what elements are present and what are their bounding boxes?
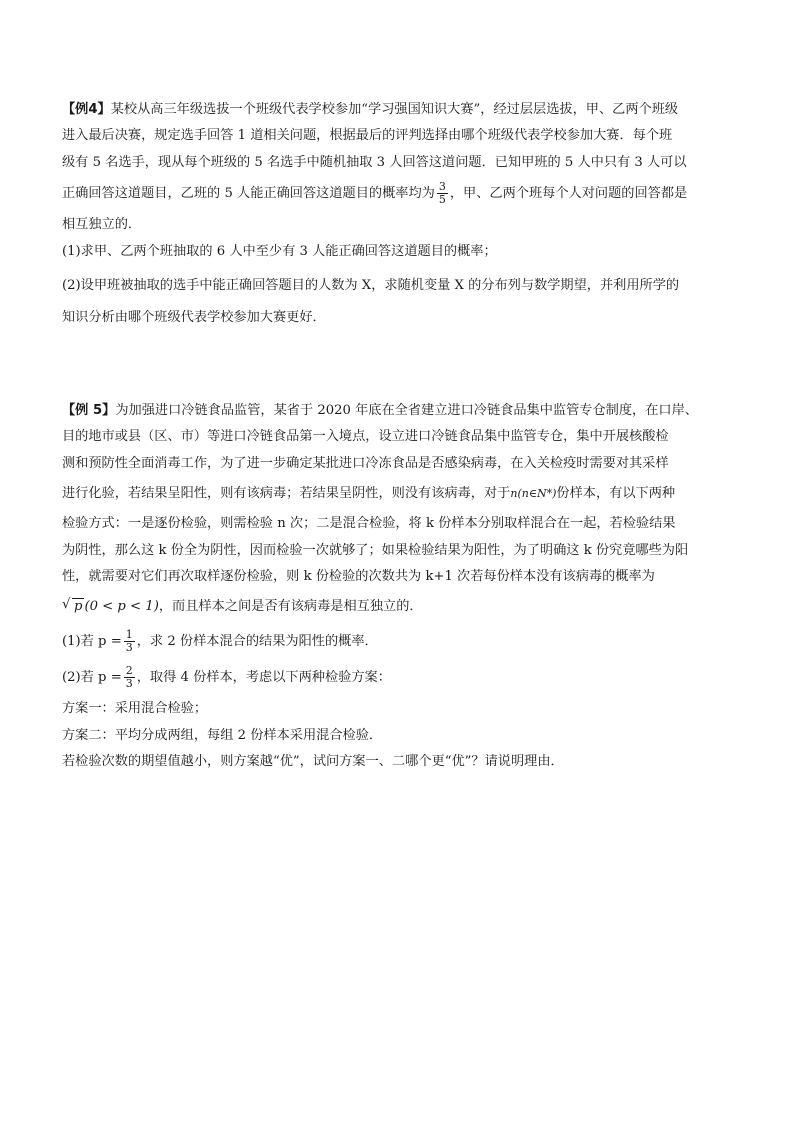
ex5-plan-1: 方案一：采用混合检验； — [62, 701, 208, 717]
ex4-question-1: (1)求甲、乙两个班抽取的 6 人中至少有 3 人能正确回答这道题目的概率； — [62, 243, 497, 259]
ex4-line-2: 进入最后决赛，规定选手回答 1 道相关问题，根据最后的评判选择由哪个班级代表学校参加大赛．每个班 — [62, 128, 673, 144]
ex5-question-1: (1)若 p = $\frac{1}{3}$ ，求 2 份样本混合的结果为阳性的概率． — [62, 628, 378, 655]
example-5 — [62, 398, 724, 776]
ex5-line-4: 进行化验，若结果呈阳性，则有该病毒；若结果呈阴性，则没有该病毒，对于n(n∈N*)份样本，有以下两种 — [62, 486, 676, 502]
ex4-tag: 【例4】 — [62, 102, 111, 117]
example-4 — [62, 97, 724, 332]
ex4-question-2b: 知识分析由哪个班级代表学校参加大赛更好． — [62, 310, 326, 326]
ex5-line-1: 【例 5】为加强进口冷链食品监管，某省于 2020 年底在全省建立进口冷链食品集中监管专仓制度，在口岸、 — [62, 403, 698, 418]
ex4-line-1: 【例4】某校从高三年级选拔一个班级代表学校参加“学习强国知识大赛”，经过层层选拔，甲、乙两个班级 — [62, 102, 679, 117]
p-two-thirds-fraction: $\frac{2}{3}$ — [125, 664, 133, 691]
sqrt-p: √ p — [62, 597, 83, 615]
ex5-line-8: √ p (0 < p < 1)，而且样本之间是否有该病毒是相互独立的． — [62, 590, 724, 624]
ex4-fraction: $\frac{3}{5}$ — [438, 180, 446, 207]
ex5-line-7: 性，就需要对它们再次取样逐份检验，则 k 份检验的次数共为 k+1 次若每份样本没有该病毒的概率为 — [62, 568, 655, 584]
ex5-question-2: (2)若 p = $\frac{2}{3}$ ，取得 4 份样本，考虑以下两种检验方案： — [62, 664, 391, 691]
ex5-n-in-naturals: n(n∈N*) — [510, 487, 557, 501]
ex5-line-6: 为阴性，那么这 k 份全为阴性，因而检验一次就够了；如果检验结果为阳性，为了明确这 k 份究竟哪些为阳 — [62, 542, 689, 558]
ex4-line-4: 正确回答这道题目，乙班的 5 人能正确回答这道题目的概率均为 $\frac{3}{5}$ ，甲、乙两个班每个人对问题的回答都是 — [62, 180, 688, 207]
p-one-third-fraction: $\frac{1}{3}$ — [125, 628, 133, 655]
ex5-plan-2: 方案二：平均分成两组，每组 2 份样本采用混合检验． — [62, 727, 383, 743]
ex4-line-3: 级有 5 名选手，现从每个班级的 5 名选手中随机抽取 3 人回答这道问题．已知甲班的 5 人中只有 3 人可以 — [62, 154, 687, 170]
ex5-final-question: 若检验次数的期望值越小，则方案越“优”，试问方案一、二哪个更“优”？请说明理由． — [62, 754, 564, 770]
ex5-line-2: 目的地市或县（区、市）等进口冷链食品第一入境点，设立进口冷链食品集中监管专仓，集中开展核酸检 — [62, 429, 669, 445]
ex5-line-3: 测和预防性全面消毒工作，为了进一步确定某批进口冷冻食品是否感染病毒，在入关检疫时需要对其采样 — [62, 455, 669, 471]
ex5-line-5: 检验方式：一是逐份检验，则需检验 n 次；二是混合检验，将 k 份样本分别取样混合在一起，若检验结果 — [62, 516, 676, 532]
ex4-line-5: 相互独立的． — [62, 217, 142, 233]
ex5-tag: 【例 5】 — [62, 403, 116, 418]
ex4-question-2a: (2)设甲班被抽取的选手中能正确回答题目的人数为 X，求随机变量 X 的分布列与数学期望，并利用所学的 — [62, 277, 680, 293]
